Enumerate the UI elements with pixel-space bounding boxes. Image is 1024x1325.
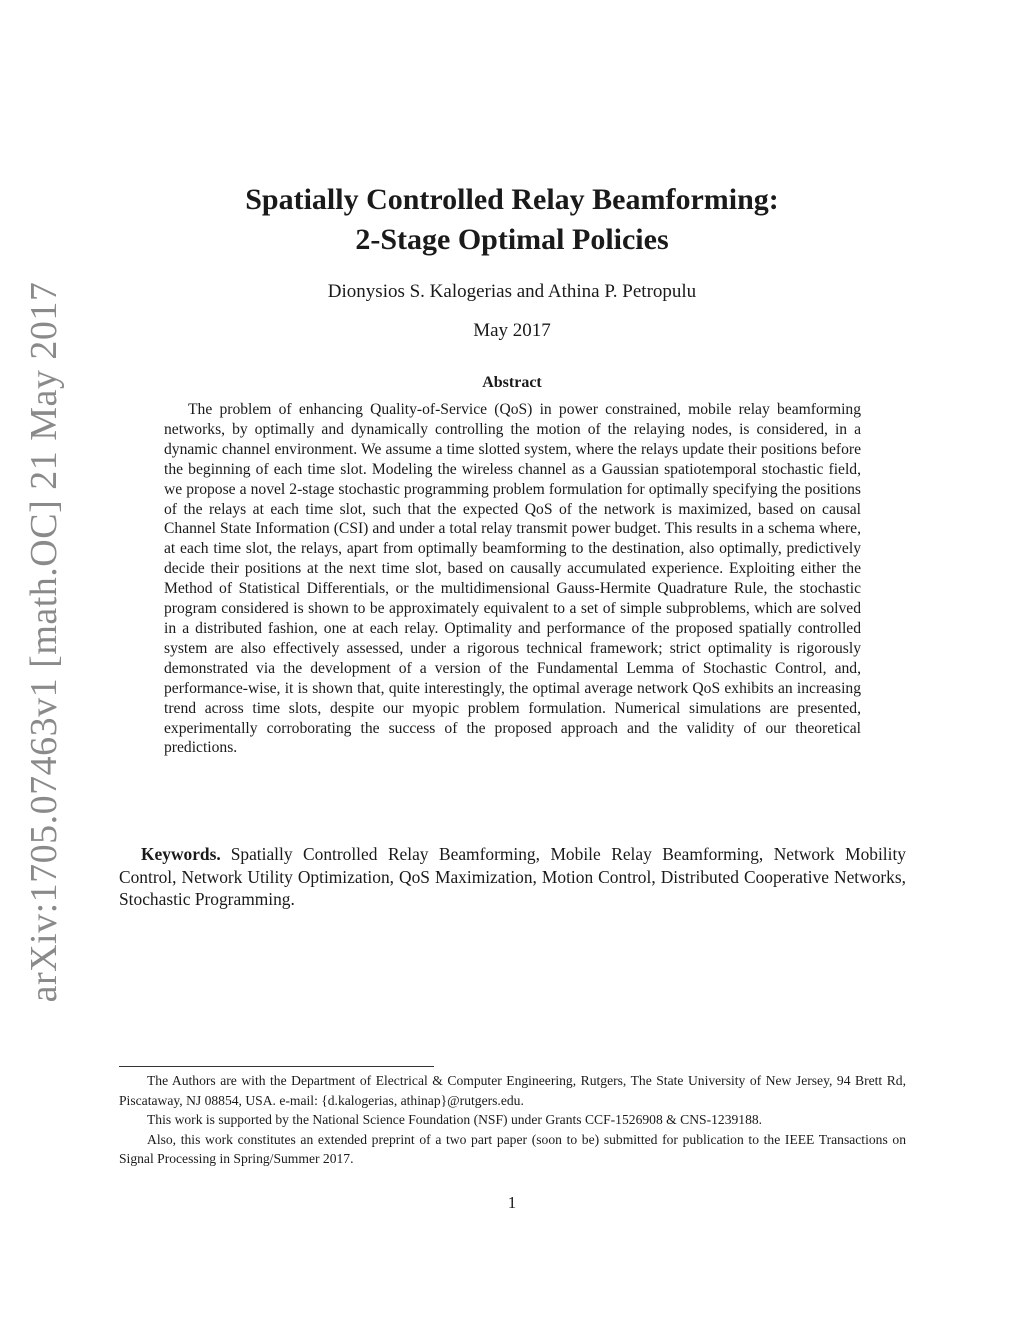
footnote-publication-note: Also, this work constitutes an extended preprint of a two part paper (soon to be) submitted for publication to the IEEE Transactions on Signal Processing in Spring/Summer 2017. bbox=[119, 1131, 906, 1166]
paper-date: May 2017 bbox=[473, 320, 551, 341]
footnote-funding: This work is supported by the National Science Foundation (NSF) under Grants CCF-1526908 & CNS-1239188. bbox=[147, 1112, 763, 1127]
abstract-heading: Abstract bbox=[482, 374, 542, 391]
title-line-1: Spatially Controlled Relay Beamforming: bbox=[245, 183, 779, 216]
footnotes bbox=[119, 1071, 906, 1169]
paper-title bbox=[0, 180, 1024, 260]
keywords-label: Keywords. bbox=[141, 844, 221, 864]
keywords-text: Spatially Controlled Relay Beamforming, Mobile Relay Beamforming, Network Mobility Control, Network Utility Optimization, QoS Maximization, Motion Control, Distributed Cooperative Networks, Stochastic Programming. bbox=[119, 844, 906, 909]
title-line-2: 2-Stage Optimal Policies bbox=[355, 223, 669, 256]
keywords-paragraph bbox=[119, 843, 906, 911]
footnote-affiliation: The Authors are with the Department of Electrical & Computer Engineering, Rutgers, The State University of New Jersey, 94 Brett Rd, Piscataway, NJ 08854, USA. e-mail: {d.kalogerias, athinap}@rutgers.edu. bbox=[119, 1073, 906, 1108]
footnote-divider bbox=[119, 1066, 434, 1067]
authors-line: Dionysios S. Kalogerias and Athina P. Petropulu bbox=[327, 281, 697, 302]
arxiv-identifier-stamp: arXiv:1705.07463v1 [math.OC] 21 May 2017 bbox=[23, 281, 65, 1003]
page-number: 1 bbox=[507, 1193, 517, 1212]
abstract-text: The problem of enhancing Quality-of-Service (QoS) in power constrained, mobile relay beamforming networks, by optimally and dynamically controlling the motion of the relaying nodes, is considered, in a dynamic channel environment. We assume a time slotted system, where the relays update their positions before the beginning of each time slot. Modeling the wireless channel as a Gaussian spatiotemporal stochastic field, we propose a novel 2-stage stochastic programming problem formulation for optimally specifying the positions of the relays at each time slot, such that the expected QoS of the network is maximized, based on causal Channel State Information (CSI) and under a total relay transmit power budget. This results in a schema where, at each time slot, the relays, apart from optimally beamforming to the destination, also optimally, predictively decide their positions at the next time slot, based on causally accumulated experience. Exploiting either the Method of Statistical Differentials, or the multidimensional Gauss-Hermite Quadrature Rule, the stochastic program considered is shown to be approximately equivalent to a set of simple subproblems, which are solved in a distributed fashion, one at each relay. Optimality and performance of the proposed spatially controlled system are also effectively assessed, under a rigorous technical framework; strict optimality is rigorously demonstrated via the development of a version of the Fundamental Lemma of Stochastic Control, and, performance-wise, it is shown that, quite interestingly, the optimal average network QoS exhibits an increasing trend across time slots, despite our myopic problem formulation. Numerical simulations are presented, experimentally corroborating the success of the proposed approach and the validity of our theoretical predictions. bbox=[164, 401, 861, 757]
